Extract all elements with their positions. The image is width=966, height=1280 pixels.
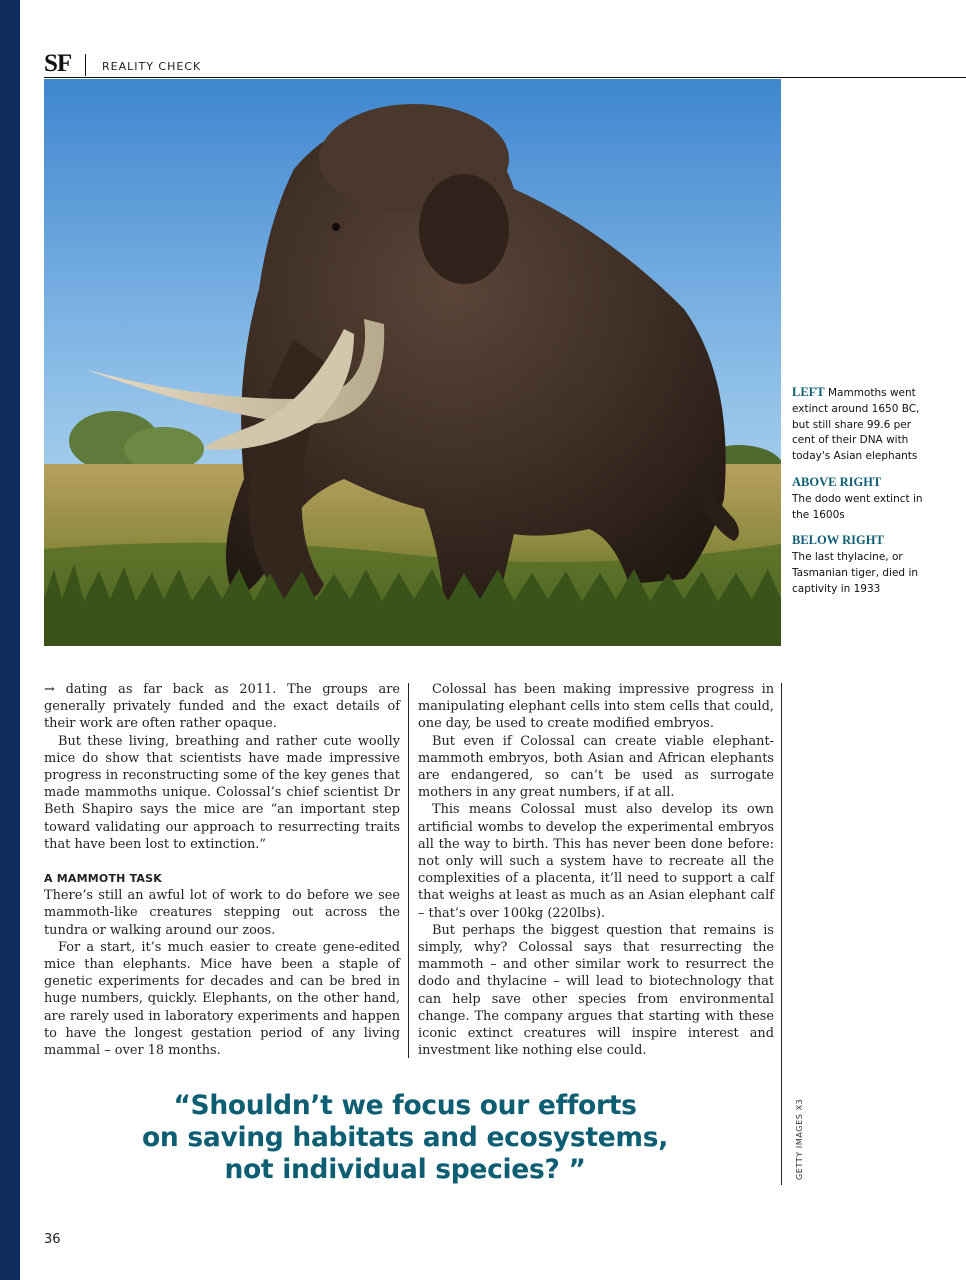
paragraph: There’s still an awful lot of work to do before we see mammoth-like creatures stepping out across the tundra or walking around our zoos. bbox=[44, 888, 400, 938]
page-number: 36 bbox=[44, 1232, 61, 1247]
page-spine-bar bbox=[0, 0, 20, 1280]
caption-label: ABOVE RIGHT bbox=[792, 474, 882, 489]
paragraph: Colossal has been making impressive progress in manipulating elephant cells into stem cells that could, one day, be used to create modified embryos. bbox=[418, 682, 774, 732]
paragraph: But these living, breathing and rather cute woolly mice do show that scientists have made impressive progress in reconstructing some of the key genes that made mammoths unique. Colossal’s chief scientist Dr Beth Shapiro says the mice are “an important step toward validating our approach to resurrecting traits that have been lost to extinction.” bbox=[44, 733, 400, 852]
caption-label: BELOW RIGHT bbox=[792, 533, 884, 548]
pull-quote-line: “Shouldn’t we focus our efforts bbox=[173, 1090, 637, 1121]
caption-text: Mammoths went extinct around 1650 BC, but still share 99.6 per cent of their DNA with today's Asian elephants bbox=[792, 387, 920, 463]
header-rule bbox=[44, 77, 966, 78]
caption-text: The dodo went extinct in the 1600s bbox=[792, 492, 923, 521]
paragraph: This means Colossal must also develop its own artificial wombs to develop the experimental embryos all the way to birth. This has never been done before: not only will such a system have to recreate all the complexities of a placenta, it’ll need to support a calf that weighs at least as much as an Asian elephant calf – that’s over 100kg (220lbs). bbox=[418, 802, 774, 921]
paragraph: But even if Colossal can create viable elephant-mammoth embryos, both Asian and African elephants are endangered, so can’t be used as surrogate mothers in any great numbers, if at all. bbox=[418, 733, 774, 801]
body-column-left bbox=[44, 681, 400, 1059]
sidebar-rule bbox=[781, 683, 782, 1185]
paragraph: But perhaps the biggest question that remains is simply, why? Colossal says that resurrecting the mammoth – and other similar work to resurrect the dodo and thylacine – will lead to biotechnology that can help save other species from environmental change. The company argues that starting with these iconic extinct creatures will inspire interest and investment like nothing else could. bbox=[418, 922, 774, 1059]
photo-credit: GETTY IMAGES X3 bbox=[795, 1098, 804, 1180]
body-column-right bbox=[418, 681, 774, 1059]
column-divider bbox=[408, 683, 409, 1058]
caption-above-right bbox=[792, 475, 932, 523]
subheading: A MAMMOTH TASK bbox=[44, 872, 162, 886]
magazine-logo: SF bbox=[44, 50, 72, 77]
caption-below-right bbox=[792, 533, 932, 597]
photo-captions bbox=[792, 385, 932, 608]
pull-quote bbox=[44, 1090, 766, 1186]
mammoth-photo bbox=[44, 79, 781, 646]
pull-quote-line: not individual species? ” bbox=[224, 1154, 586, 1185]
paragraph: → dating as far back as 2011. The groups are generally privately funded and the exact details of their work are often rather opaque. bbox=[44, 682, 400, 732]
header-separator bbox=[85, 54, 86, 76]
caption-text: The last thylacine, or Tasmanian tiger, died in captivity in 1933 bbox=[792, 551, 919, 595]
paragraph: For a start, it’s much easier to create gene-edited mice than elephants. Mice have been a staple of genetic experiments for decades and can be bred in huge numbers, quickly. Elephants, on the other hand, are rarely used in laboratory experiments and happen to have the longest gestation period of any living mammal – over 18 months. bbox=[44, 939, 400, 1059]
pull-quote-line: on saving habitats and ecosystems, bbox=[142, 1122, 668, 1153]
caption-left bbox=[792, 385, 932, 465]
section-title: REALITY CHECK bbox=[102, 60, 202, 73]
caption-label: LEFT bbox=[792, 385, 825, 399]
